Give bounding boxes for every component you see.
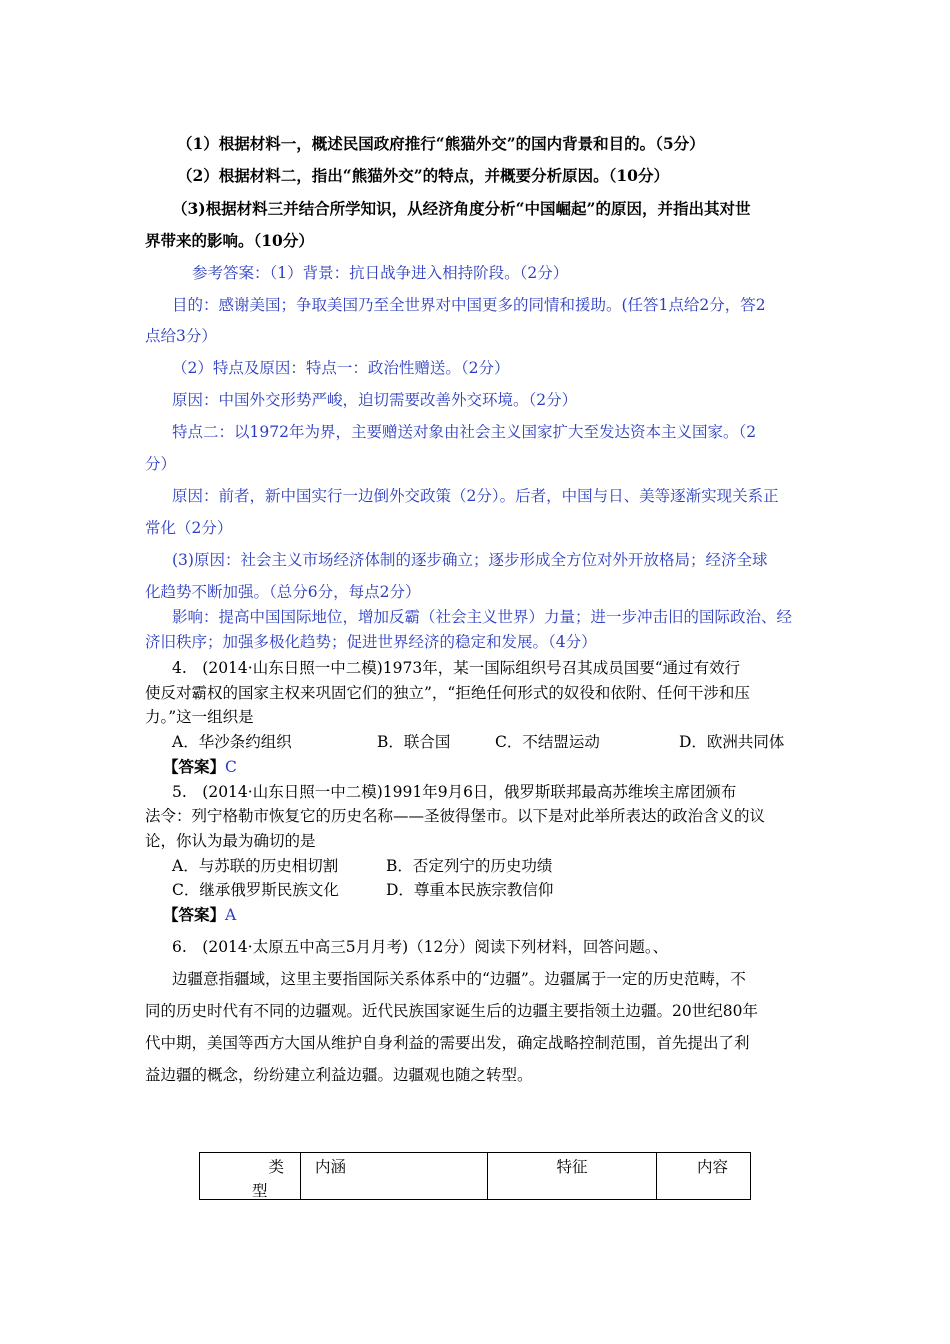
table-header-content: 内容	[657, 1153, 751, 1200]
q5-option-c: C．继承俄罗斯民族文化	[172, 881, 339, 899]
q4-option-d: D．欧洲共同体	[679, 733, 785, 751]
answer-line: 原因：前者，新中国实行一边倒外交政策（2分）。后者，中国与日、美等逐渐实现关系正	[172, 487, 779, 505]
q5-option-b: B．否定列宁的历史功绩	[386, 857, 553, 875]
q4-line: 4. (2014·山东日照一中二模)1973年，某一国际组织号召其成员国要“通过有效行	[172, 659, 741, 677]
q4-option-b: B．联合国	[377, 733, 451, 751]
question-1: （1）根据材料一，概述民国政府推行“熊猫外交”的国内背景和目的。（5分）	[177, 134, 705, 153]
q4-option-a: A．华沙条约组织	[172, 733, 292, 751]
q5-option-a: A．与苏联的历史相切割	[172, 857, 339, 875]
q6-line: 边疆意指疆域，这里主要指国际关系体系中的“边疆”。边疆属于一定的历史范畴，不	[172, 970, 746, 988]
q4-line: 力。”这一组织是	[145, 708, 254, 726]
q6-line: 益边疆的概念，纷纷建立利益边疆。边疆观也随之转型。	[145, 1066, 533, 1084]
answer-line: 分）	[145, 455, 177, 473]
q5-answer	[163, 905, 236, 925]
question-3-line-2: 界带来的影响。（10分）	[145, 231, 314, 250]
table-header-type: 类 型	[200, 1153, 301, 1200]
answer-label: 【答案】	[163, 905, 226, 924]
answer-line: (3)原因：社会主义市场经济体制的逐步确立；逐步形成全方位对外开放格局；经济全球	[172, 551, 768, 569]
q4-answer	[163, 757, 237, 777]
answer-label: 【答案】	[163, 757, 226, 776]
q4-line: 使反对霸权的国家主权来巩固它们的独立”，“拒绝任何形式的奴役和依附、任何干涉和压	[145, 684, 750, 702]
answer-line: 目的：感谢美国；争取美国乃至全世界对中国更多的同情和援助。(任答1点给2分，答2	[172, 296, 766, 314]
answer-line: 常化（2分）	[145, 519, 233, 537]
frontier-types-table	[199, 1152, 751, 1200]
answer-value: C	[225, 758, 237, 776]
answer-value: A	[225, 906, 237, 924]
q6-line: 同的历史时代有不同的边疆观。近代民族国家诞生后的边疆主要指领土边疆。20世纪80年	[145, 1002, 758, 1020]
question-3-line-1: （3)根据材料三并结合所学知识，从经济角度分析“中国崛起”的原因，并指出其对世	[172, 199, 751, 218]
q5-line: 论，你认为最为确切的是	[145, 832, 316, 850]
q5-line: 法令：列宁格勒市恢复它的历史名称——圣彼得堡市。以下是对此举所表达的政治含义的议	[145, 807, 766, 825]
table-header-inner: 内涵	[301, 1153, 488, 1200]
answer-line: （2）特点及原因：特点一：政治性赠送。（2分）	[172, 359, 510, 377]
question-2: （2）根据材料二，指出“熊猫外交”的特点，并概要分析原因。（10分）	[177, 166, 669, 185]
q5-option-d: D．尊重本民族宗教信仰	[386, 881, 554, 899]
answer-line: 化趋势不断加强。（总分6分，每点2分）	[145, 583, 421, 601]
answer-line: 点给3分）	[145, 327, 217, 345]
answer-line: 参考答案：（1）背景：抗日战争进入相持阶段。（2分）	[192, 264, 569, 282]
answer-line: 原因：中国外交形势严峻，迫切需要改善外交环境。（2分）	[172, 391, 578, 409]
q4-option-c: C．不结盟运动	[495, 733, 600, 751]
answer-line: 影响：提高中国国际地位，增加反霸（社会主义世界）力量；进一步冲击旧的国际政治、经	[172, 608, 793, 626]
table-header-feature: 特征	[488, 1153, 657, 1200]
q5-line: 5. (2014·山东日照一中二模)1991年9月6日，俄罗斯联邦最高苏维埃主席团颁布	[172, 783, 737, 801]
q6-line: 6. (2014·太原五中高三5月月考)（12分）阅读下列材料，回答问题。、	[172, 938, 669, 956]
answer-line: 济旧秩序；加强多极化趋势；促进世界经济的稳定和发展。（4分）	[145, 633, 597, 651]
answer-line: 特点二：以1972年为界，主要赠送对象由社会主义国家扩大至发达资本主义国家。（2	[172, 423, 757, 441]
q6-line: 代中期，美国等西方大国从维护自身利益的需要出发，确定战略控制范围，首先提出了利	[145, 1034, 750, 1052]
